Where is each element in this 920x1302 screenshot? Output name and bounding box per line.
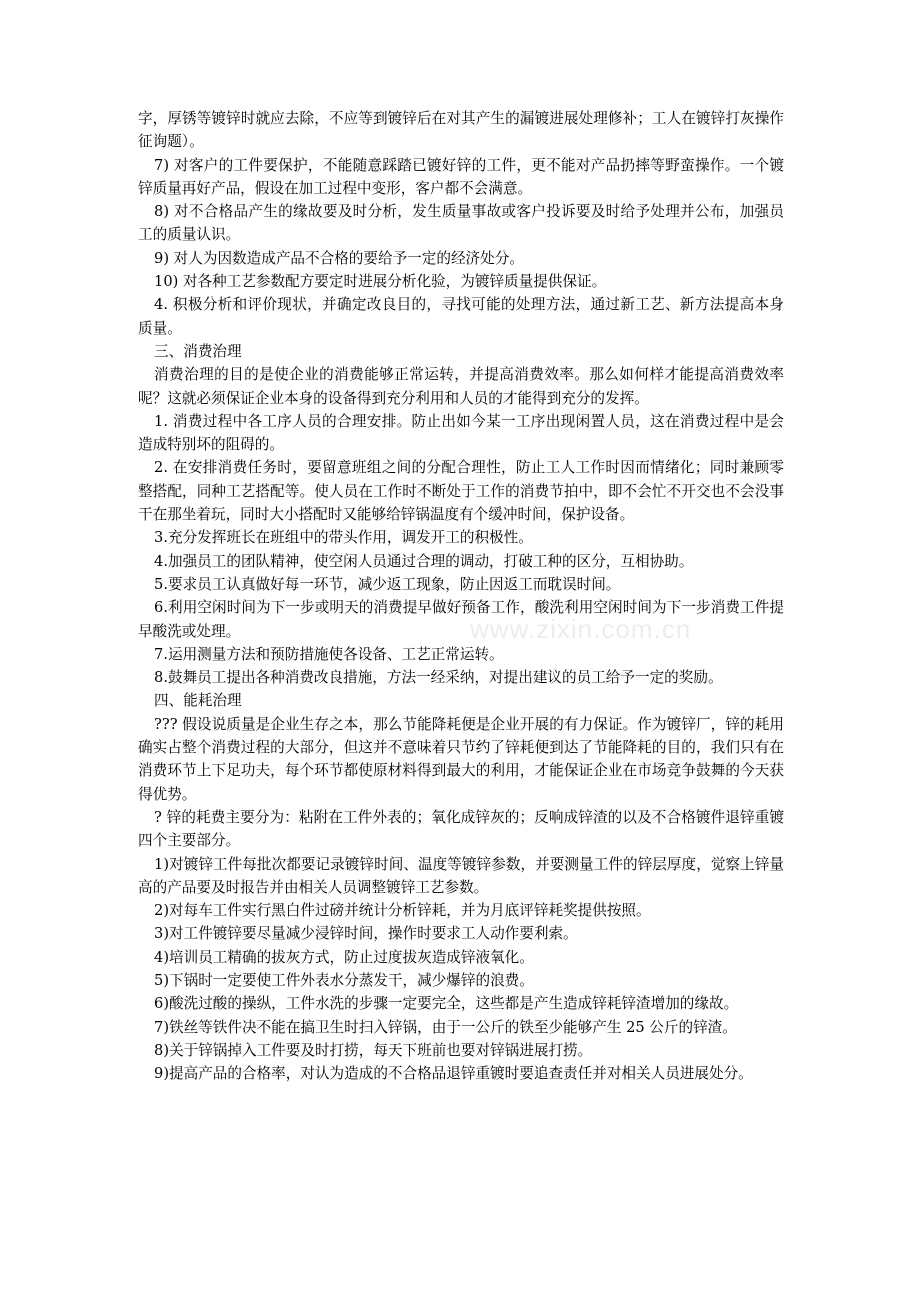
paragraph: 5.要求员工认真做好每一环节，减少返工现象，防止因返工而耽误时间。 bbox=[154, 575, 621, 593]
paragraph: 6)酸洗过酸的操纵，工件水洗的步骤一定要完全，这些都是产生造成锌耗锌渣增加的缘故。 bbox=[154, 995, 739, 1013]
paragraph: 1. 消费过程中各工序人员的合理安排。防止出如今某一工序出现闲置人员，这在消费过程中是会造成特别坏的阻碍的。 bbox=[138, 412, 784, 454]
paragraph: 6.利用空闲时间为下一步或明天的消费提早做好预备工作，酸洗利用空闲时间为下一步消费工件提早酸洗或处理。 bbox=[138, 599, 784, 640]
paragraph: 4.加强员工的团队精神，使空闲人员通过合理的调动，打破工种的区分，互相协助。 bbox=[154, 552, 694, 570]
paragraph: 1)对镀锌工件每批次都要记录镀锌时间、温度等镀锌参数，并要测量工件的锌层厚度，觉察上锌量高的产品要及时报告并由相关人员调整镀锌工艺参数。 bbox=[138, 855, 784, 896]
paragraph: 7)铁丝等铁件决不能在搞卫生时扫入锌锅，由于一公斤的铁至少能够产生 25 公斤的锌渣。 bbox=[154, 1018, 737, 1036]
paragraph: 8.鼓舞员工提出各种消费改良措施，方法一经采纳，对提出建议的员工给予一定的奖励。 bbox=[154, 669, 723, 687]
paragraph: 5)下锅时一定要使工件外表水分蒸发干，减少爆锌的浪费。 bbox=[154, 971, 534, 989]
paragraph: 9)提高产品的合格率，对认为造成的不合格品退锌重镀时要追查责任并对相关人员进展处分。 bbox=[154, 1065, 753, 1083]
paragraph: 3)对工件镀锌要尽量减少浸锌时间，操作时要求工人动作要利索。 bbox=[154, 925, 578, 943]
paragraph: 9) 对人为因数造成产品不合格的要给予一定的经济处分。 bbox=[154, 249, 524, 267]
paragraph: 三、消费治理 bbox=[154, 342, 242, 360]
paragraph: ? 锌的耗费主要分为：粘附在工件外表的；氧化成锌灰的；反响成锌渣的以及不合格镀件退锌重镀四个主要部分。 bbox=[138, 808, 784, 850]
paragraph: 10) 对各种工艺参数配方要定时进展分析化验，为镀锌质量提供保证。 bbox=[154, 273, 607, 291]
paragraph: 字，厚锈等镀锌时就应去除，不应等到镀锌后在对其产生的漏镀进展处理修补；工人在镀锌打灰操作征询题）。 bbox=[138, 110, 784, 151]
paragraph: 2. 在安排消费任务时，要留意班组之间的分配合理性，防止工人工作时因而情绪化；同时兼顾零整搭配，同种工艺搭配等。使人员在工作时不断处于工作的消费节拍中，即不会忙不开交也不会没事干在那坐着玩，同时大小搭配时又能够给锌锅温度有个缓冲时间，保护设备。 bbox=[138, 459, 784, 524]
paragraph: 消费治理的目的是使企业的消费能够正常运转，并提高消费效率。那么如何样才能提高消费效率呢？这就必须保证企业本身的设备得到充分利用和人员的才能得到充分的发挥。 bbox=[138, 366, 784, 407]
paragraph: 8)关于锌锅掉入工件要及时打捞，每天下班前也要对锌锅进展打捞。 bbox=[154, 1041, 593, 1059]
paragraph: 8) 对不合格品产生的缘故要及时分析，发生质量事故或客户投诉要及时给予处理并公布，加强员工的质量认识。 bbox=[138, 203, 784, 244]
paragraph: 4)培训员工精确的拔灰方式，防止过度拔灰造成锌液氧化。 bbox=[154, 948, 534, 966]
paragraph: 7.运用测量方法和预防措施使各设备、工艺正常运转。 bbox=[154, 645, 504, 663]
paragraph: 3.充分发挥班长在班组中的带头作用，调发开工的积极性。 bbox=[154, 529, 533, 547]
paragraph: 四、能耗治理 bbox=[154, 692, 242, 710]
paragraph: ??? 假设说质量是企业生存之本，那么节能降耗便是企业开展的有力保证。作为镀锌厂，锌的耗用确实占整个消费过程的大部分，但这并不意味着只节约了锌耗便到达了节能降耗的目的，我们只有在消费环节上下足功夫，每个环节都使原材料得到最大的利用，才能保证企业在市场竞争鼓舞的今天获得优势。 bbox=[138, 715, 784, 803]
paragraph: 4. 积极分析和评价现状，并确定改良目的，寻找可能的处理方法，通过新工艺、新方法提高本身质量。 bbox=[138, 296, 784, 337]
document-body bbox=[138, 107, 784, 1085]
watermark: www.zixin.com.cn bbox=[470, 614, 692, 644]
paragraph: 7) 对客户的工件要保护，不能随意踩踏已镀好锌的工件，更不能对产品扔摔等野蛮操作。一个镀锌质量再好产品，假设在加工过程中变形，客户都不会满意。 bbox=[138, 156, 784, 197]
paragraph: 2)对每车工件实行黑白件过磅并统计分析锌耗，并为月底评锌耗奖提供按照。 bbox=[154, 902, 651, 920]
